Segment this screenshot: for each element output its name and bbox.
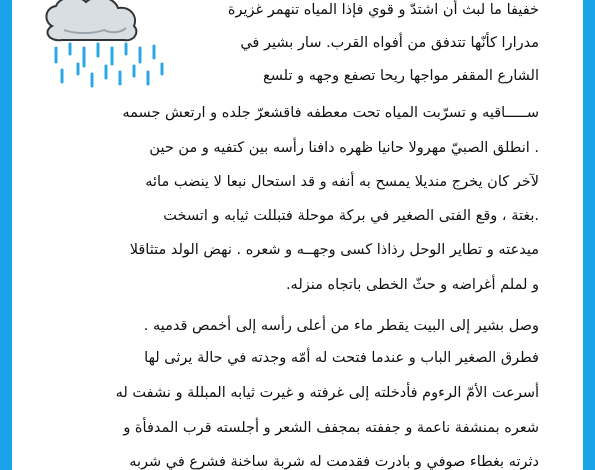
text-line: وصل بشير إلى البيت يقطر ماء من أعلى رأسه إلى أخمص قدميه .: [143, 318, 539, 334]
text-line: مدرارا كأنّها تتدفق من أفواه القرب. سار بشير في: [240, 35, 539, 51]
text-line: الشارع المقفر مواجها ريحا تصفع وجهه و تلسع: [263, 68, 539, 84]
text-line: خفيفا ما لبث أن اشتدّ و قوي فإذا المياه تنهمر غزيرة: [227, 2, 539, 18]
text-line: فطرق الصغير الباب و عندما فتحت له أمّه وجدته في حالة يرثى لها: [144, 350, 539, 366]
text-line: ميدعته و تطاير الوحل رذاذا كسى وجهــه و شعره . نهض الولد متثاقلا: [129, 242, 539, 258]
text-line: أسرعت الأمّ الرءوم فأدخلته إلى غرفته و غيرت ثيابه المبللة و نشفت له: [115, 385, 539, 401]
rain-cloud-icon: [34, 0, 184, 92]
text-line: و لملم أغراضه و حثّ الخطى باتجاه منزله.: [285, 277, 539, 293]
text-line: . انطلق الصبيّ مهرولا حانيا ظهره دافنا رأسه بين كتفيه و من حين: [149, 140, 539, 156]
text-line: شعره بمنشفة ناعمة و جففته بمجفف الشعر و أجلسته قرب المدفأة و: [123, 420, 539, 436]
text-line: .بغتة ، وقع الفتى الصغير في بركة موحلة فتبللت ثيابه و اتسخت: [163, 208, 539, 224]
text-line: دثرته بغطاء صوفي و بادرت فقدمت له شربة ساخنة فشرع في شربه: [129, 454, 539, 470]
text-line: ســـــاقيه و تسرّبت المياه تحت معطفه فاقشعرّ جلده و ارتعش جسمه: [122, 105, 539, 121]
text-line: لآخر كان يخرج منديلا يمسح به أنفه و قد استحال نبعا لا ينضب مائه: [145, 174, 539, 190]
